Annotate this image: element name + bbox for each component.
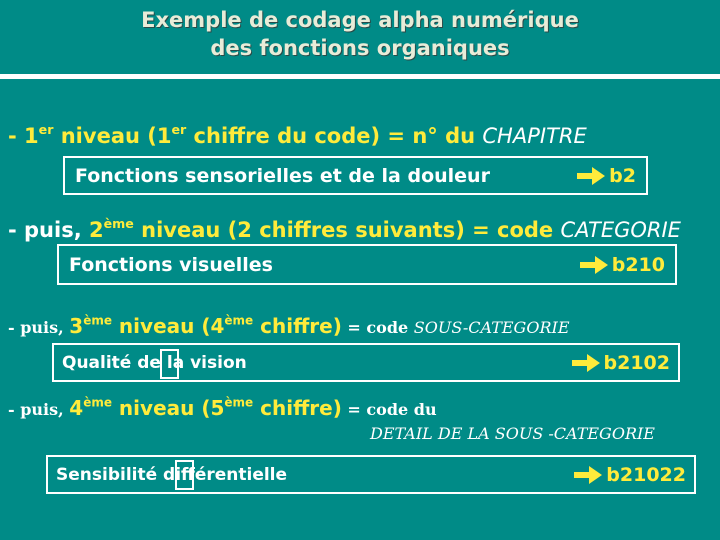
level-1-sup2: er (171, 122, 187, 138)
right-arrow-icon (580, 256, 608, 274)
level-4-niveau: niveau (5 (111, 396, 225, 420)
level-4-line (8, 396, 437, 420)
right-arrow-icon (577, 167, 605, 185)
level-2-line (8, 218, 681, 242)
text-cursor-box (175, 460, 194, 490)
level-1-rest: chiffre du code) = n° du (186, 124, 483, 148)
box-4-label: Sensibilité différentielle (56, 464, 288, 485)
box-1-code: b2 (609, 164, 636, 187)
level-1-dash: - (8, 124, 25, 148)
box-4-code-wrap (574, 464, 686, 486)
level-2-niveau: niveau (2 chiffres suivants) = code (133, 218, 561, 242)
level-4-number: 4 (69, 396, 84, 420)
text-cursor-box (160, 349, 179, 379)
level-4-sup: ème (83, 395, 112, 410)
level-1-niveau: niveau (1 (53, 124, 172, 148)
box-chapitre (63, 156, 648, 195)
title-divider (0, 74, 720, 79)
level-2-number: 2 (89, 218, 104, 242)
level-4-sup2: ème (224, 395, 254, 410)
box-2-code: b210 (611, 253, 665, 276)
box-3-code: b2102 (603, 351, 670, 374)
level-1-line (8, 124, 587, 148)
box-categorie (57, 244, 677, 285)
level-1-number: 1 (24, 124, 39, 148)
level-3-number: 3 (69, 314, 84, 338)
box-4-code: b21022 (606, 463, 686, 486)
level-3-rest: chiffre) (253, 314, 342, 338)
right-arrow-icon (572, 354, 600, 372)
box-detail (46, 455, 696, 494)
level-3-line (8, 314, 570, 338)
title-line-1: Exemple de codage alpha numérique (141, 8, 579, 32)
box-3-label: Qualité de la vision (62, 352, 247, 373)
level-2-sup: ème (103, 216, 134, 232)
box-1-label: Fonctions sensorielles et de la douleur (75, 164, 490, 187)
box-sous-categorie (52, 343, 680, 382)
level-2-dash: - puis, (8, 218, 89, 242)
level-4-term: DETAIL DE LA SOUS -CATEGORIE (370, 424, 655, 443)
level-3-niveau: niveau (4 (111, 314, 225, 338)
level-3-suffix: = code (341, 318, 414, 337)
level-3-sup: ème (83, 313, 112, 328)
level-4-rest: chiffre) (253, 396, 342, 420)
slide-title (0, 6, 720, 62)
right-arrow-icon (574, 466, 602, 484)
level-3-sup2: ème (224, 313, 254, 328)
level-3-dash: - puis, (8, 318, 70, 337)
box-1-code-wrap (577, 165, 636, 187)
level-4-dash: - puis, (8, 400, 70, 419)
level-3-term: SOUS-CATEGORIE (413, 318, 570, 337)
level-4-suffix: = code du (341, 400, 437, 419)
level-1-term: CHAPITRE (482, 124, 587, 148)
level-1-sup: er (38, 122, 54, 138)
box-2-label: Fonctions visuelles (69, 253, 273, 276)
level-2-term: CATEGORIE (560, 218, 681, 242)
title-line-2: des fonctions organiques (210, 36, 510, 60)
box-2-code-wrap (580, 254, 665, 276)
box-3-code-wrap (572, 352, 670, 374)
